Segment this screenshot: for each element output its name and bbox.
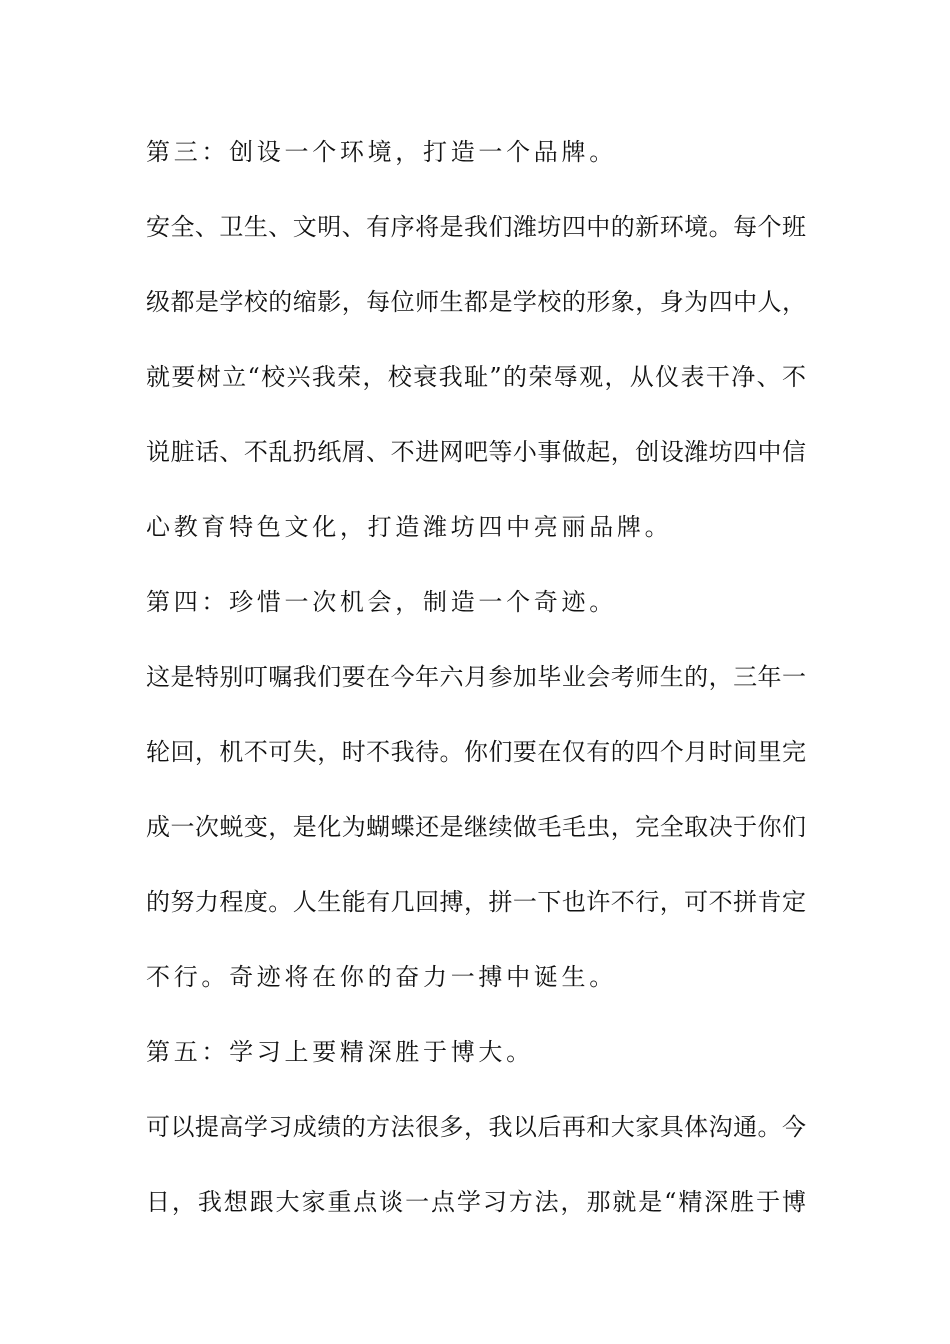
paragraph-line: 级都是学校的缩影，每位师生都是学校的形象，身为四中人，	[146, 288, 806, 316]
paragraph-line: 轮回，机不可失，时不我待。你们要在仅有的四个月时间里完	[146, 738, 806, 766]
heading-fourth: 第四：珍惜一次机会，制造一个奇迹。	[146, 588, 617, 616]
paragraph-line: 成一次蜕变，是化为蝴蝶还是继续做毛毛虫，完全取决于你们	[146, 813, 806, 841]
paragraph-line: 安全、卫生、文明、有序将是我们潍坊四中的新环境。每个班	[146, 213, 806, 241]
paragraph-line: 这是特别叮嘱我们要在今年六月参加毕业会考师生的，三年一	[146, 663, 806, 691]
paragraph-line: 可以提高学习成绩的方法很多，我以后再和大家具体沟通。今	[146, 1113, 806, 1141]
paragraph-line: 不行。奇迹将在你的奋力一搏中诞生。	[146, 963, 617, 991]
heading-third: 第三：创设一个环境，打造一个品牌。	[146, 138, 617, 166]
paragraph-line: 日，我想跟大家重点谈一点学习方法，那就是“精深胜于博	[146, 1188, 806, 1216]
heading-fifth: 第五：学习上要精深胜于博大。	[146, 1038, 534, 1066]
paragraph-line: 心教育特色文化，打造潍坊四中亮丽品牌。	[146, 513, 673, 541]
paragraph-line: 就要树立“校兴我荣，校衰我耻”的荣辱观，从仪表干净、不	[146, 363, 806, 391]
paragraph-line: 说脏话、不乱扔纸屑、不进网吧等小事做起，创设潍坊四中信	[146, 438, 806, 466]
paragraph-line: 的努力程度。人生能有几回搏，拼一下也许不行，可不拼肯定	[146, 888, 806, 916]
